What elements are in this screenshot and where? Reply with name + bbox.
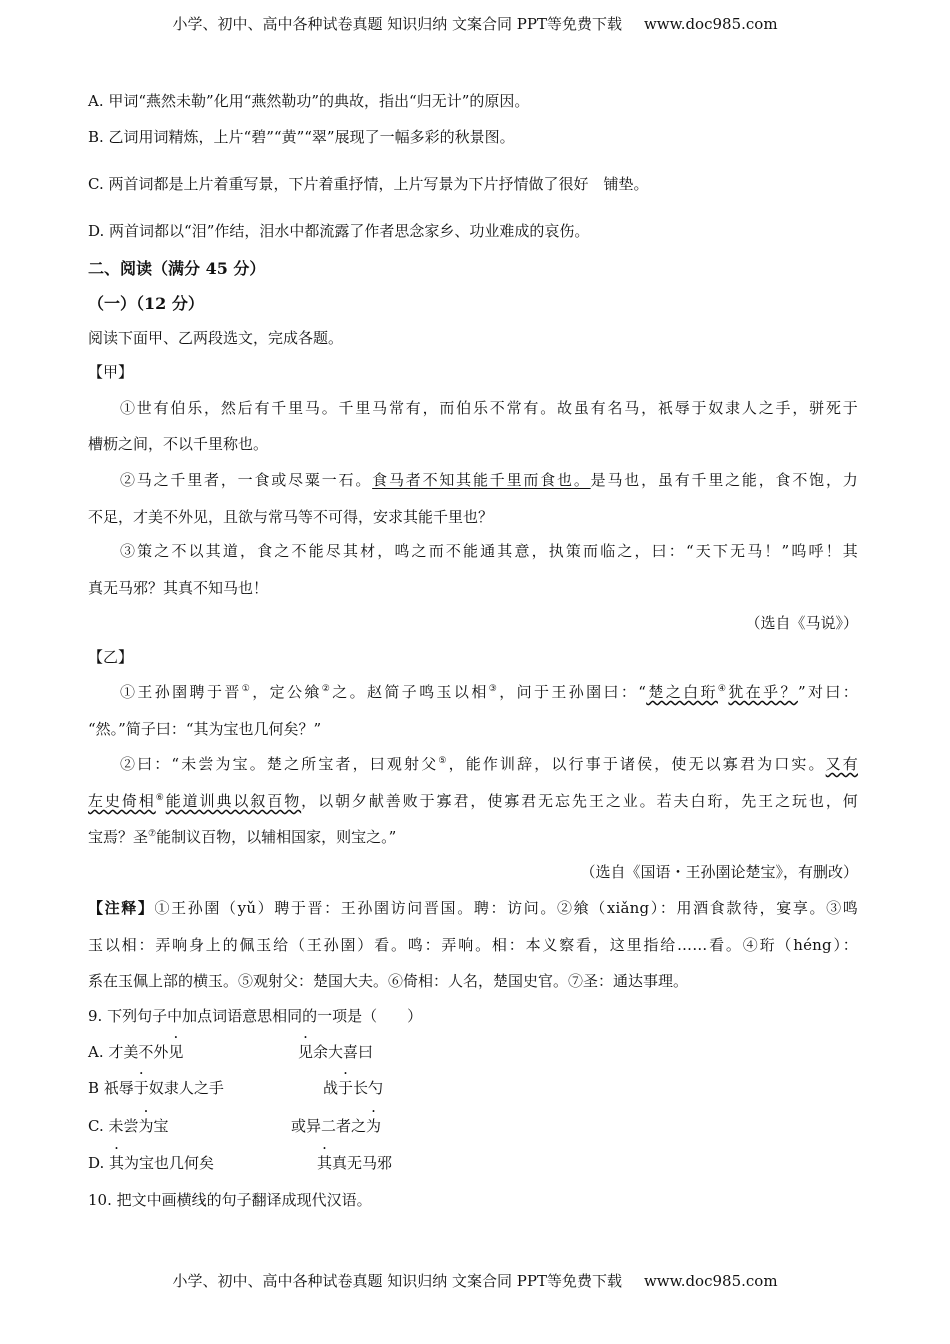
yi-text: ，定公飨 bbox=[252, 683, 322, 701]
option-text: B 祇辱 bbox=[88, 1079, 134, 1097]
option-text: A. 才美不外 bbox=[88, 1043, 169, 1061]
yi-p1-line2: “然。”简子曰：“其为宝也几何矣？” bbox=[88, 720, 322, 738]
note-ref: ⑦ bbox=[148, 829, 157, 839]
yi-text: ，以朝夕献善败于寡君，使寡君无忘先王之业。若夫白珩，先王之玩也，何 bbox=[301, 792, 858, 810]
dotted-char: 为 bbox=[138, 1117, 154, 1135]
q9-option-b-right bbox=[323, 1077, 383, 1098]
q9-option-a-right bbox=[298, 1041, 373, 1062]
option-d: D. 两首词都以“泪”作结，泪水中都流露了作者思念家乡、功业难成的哀伤。 bbox=[88, 222, 590, 240]
dotted-char: 其 bbox=[109, 1154, 125, 1172]
note-ref: ④ bbox=[717, 684, 729, 694]
yi-text: ，问于王孙圉曰：“ bbox=[499, 683, 647, 701]
wavy-underlined-text: 楚之白珩 bbox=[646, 683, 718, 701]
part-title: （一）（12 分） bbox=[88, 294, 204, 313]
option-text: 战 bbox=[323, 1079, 339, 1097]
notes-label: 【注释】 bbox=[88, 899, 155, 917]
option-text: C. 未尝 bbox=[88, 1117, 139, 1135]
option-text: 长勺 bbox=[353, 1079, 384, 1097]
option-text: 奴隶人之手 bbox=[148, 1079, 224, 1097]
yi-text: ①王孙圉聘于晋 bbox=[120, 683, 242, 701]
jia-p2-line2: 不足，才美不外见，且欲与常马等不可得，安求其能千里也？ bbox=[88, 508, 494, 526]
option-text: 为宝也几何矣 bbox=[124, 1154, 215, 1172]
q9-option-d bbox=[88, 1152, 214, 1173]
dotted-char: 为 bbox=[366, 1117, 382, 1135]
yi-p2-line1 bbox=[120, 753, 858, 774]
q9-option-b bbox=[88, 1077, 224, 1098]
yi-text: 宝焉？圣 bbox=[88, 828, 149, 846]
section-title: 二、阅读（满分 45 分） bbox=[88, 259, 266, 278]
jia-p3-line2: 真无马邪？其真不知马也！ bbox=[88, 579, 269, 597]
q9-option-a bbox=[88, 1041, 183, 1062]
dotted-char: 见 bbox=[168, 1043, 184, 1061]
yi-source: （选自《国语・王孙圉论楚宝》，有删改） bbox=[580, 863, 858, 881]
yi-p2-line2 bbox=[88, 790, 858, 811]
q9-stem: 9. 下列句子中加点词语意思相同的一项是（ ） bbox=[88, 1007, 423, 1025]
q9-option-c-right bbox=[291, 1115, 381, 1136]
option-text: D. bbox=[88, 1154, 110, 1172]
header-text: 小学、初中、高中各种试卷真题 知识归纳 文案合同 PPT等免费下载 bbox=[172, 15, 622, 33]
dotted-char: 见 bbox=[298, 1043, 314, 1061]
yi-p2-line3 bbox=[88, 826, 396, 847]
yi-label: 【乙】 bbox=[88, 648, 134, 666]
option-c: C. 两首词都是上片着重写景，下片着重抒情，上片写景为下片抒情做了很好 铺垫。 bbox=[88, 175, 649, 193]
notes-text: ①王孙圉（yǔ）聘于晋：王孙圉访问晋国。聘：访问。②飨（xiǎng）：用酒食款待，宴享。③鸣 bbox=[154, 899, 858, 917]
q9-option-d-right bbox=[317, 1152, 392, 1173]
wavy-underlined-text: 能道训典以叙百物 bbox=[165, 792, 302, 810]
notes-line2: 玉以相：弄响身上的佩玉给（王孙圉）看。鸣：弄响。相：本义察看，这里指给……看。④珩（héng）： bbox=[88, 936, 858, 954]
jia-label: 【甲】 bbox=[88, 363, 134, 381]
dotted-char: 其 bbox=[317, 1154, 333, 1172]
note-ref: ⑤ bbox=[438, 756, 449, 766]
footer-site-link[interactable]: www.doc985.com bbox=[643, 1272, 778, 1290]
option-a: A. 甲词“燕然未勒”化用“燕然勒功”的典故，指出“归无计”的原因。 bbox=[88, 92, 530, 110]
option-text: 或异二者之 bbox=[291, 1117, 367, 1135]
jia-p2-text: ②马之千里者，一食或尽粟一石。 bbox=[120, 471, 373, 489]
jia-p3-line1: ③策之不以其道，食之不能尽其材，鸣之而不能通其意，执策而临之，曰：“天下无马！”呜呼！其 bbox=[120, 542, 858, 560]
page-footer bbox=[0, 1270, 950, 1291]
jia-p1-line2: 槽枥之间，不以千里称也。 bbox=[88, 435, 269, 453]
option-text: 真无马邪 bbox=[332, 1154, 393, 1172]
note-ref: ③ bbox=[488, 684, 500, 694]
jia-source: （选自《马说》） bbox=[745, 614, 858, 632]
header-site-link[interactable]: www.doc985.com bbox=[643, 15, 778, 33]
jia-p2-text-2: 是马也，虽有千里之能，食不饱，力 bbox=[590, 471, 858, 489]
wavy-underlined-text: 犹在乎？ bbox=[728, 683, 798, 701]
notes-line1 bbox=[88, 897, 858, 918]
option-text: 宝 bbox=[153, 1117, 169, 1135]
q10-stem: 10. 把文中画横线的句子翻译成现代汉语。 bbox=[88, 1191, 372, 1209]
q9-option-c bbox=[88, 1115, 169, 1136]
dotted-char: 于 bbox=[338, 1079, 354, 1097]
note-ref: ① bbox=[241, 684, 253, 694]
yi-text: 能制议百物，以辅相国家，则宝之。” bbox=[156, 828, 397, 846]
jia-p1-line1: ①世有伯乐，然后有千里马。千里马常有，而伯乐不常有。故虽有名马，祇辱于奴隶人之手，骈死于 bbox=[120, 399, 858, 417]
page-header bbox=[0, 13, 950, 34]
option-b: B. 乙词用词精炼，上片“碧”“黄”“翠”展现了一幅多彩的秋景图。 bbox=[88, 128, 515, 146]
note-ref: ⑥ bbox=[155, 793, 166, 803]
instruction: 阅读下面甲、乙两段选文，完成各题。 bbox=[88, 329, 344, 347]
wavy-underlined-text: 左史倚相 bbox=[88, 792, 156, 810]
yi-p1-line1 bbox=[120, 681, 858, 702]
yi-text: 之。赵简子鸣玉以相 bbox=[332, 683, 489, 701]
notes-line3: 系在玉佩上部的横玉。⑤观射父：楚国大夫。⑥倚相：人名，楚国史官。⑦圣：通达事理。 bbox=[88, 972, 689, 990]
yi-text: ，能作训辞，以行事于诸侯，使无以寡君为口实。 bbox=[448, 755, 826, 773]
option-text: 余大喜曰 bbox=[313, 1043, 374, 1061]
yi-text: ②曰：“未尝为宝。楚之所宝者，曰观射父 bbox=[120, 755, 439, 773]
yi-text: ”对曰： bbox=[797, 683, 858, 701]
underlined-sentence: 食马者不知其能千里而食也。 bbox=[372, 471, 591, 489]
dotted-char: 于 bbox=[133, 1079, 149, 1097]
note-ref: ② bbox=[321, 684, 333, 694]
jia-p2-line1 bbox=[120, 469, 858, 490]
footer-text: 小学、初中、高中各种试卷真题 知识归纳 文案合同 PPT等免费下载 bbox=[172, 1272, 622, 1290]
wavy-underlined-text: 又有 bbox=[825, 755, 858, 773]
